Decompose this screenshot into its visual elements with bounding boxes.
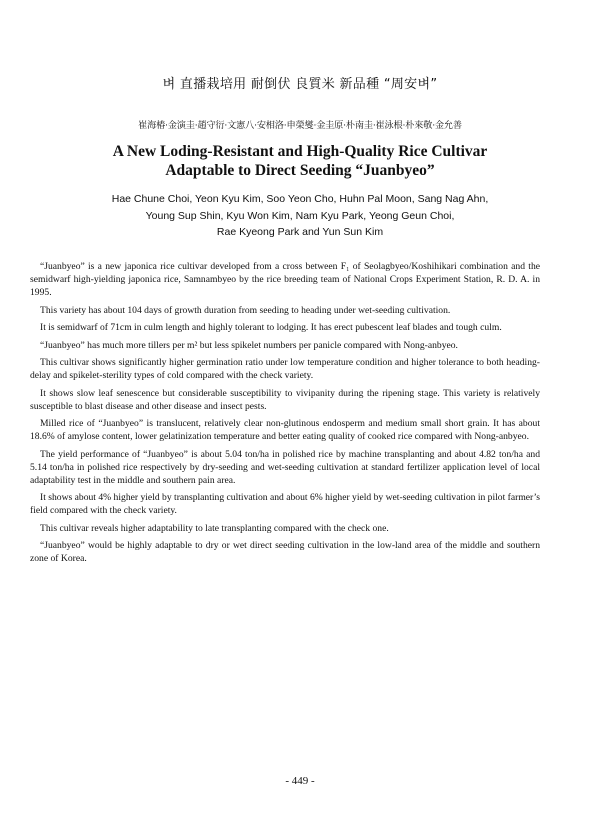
- abstract-paragraph: This cultivar reveals higher adaptability to late transplanting compared with the check one.: [40, 522, 389, 534]
- abstract-paragraph: It shows about 4% higher yield by transplanting cultivation and about 6% higher yield by wet-seeding cultivation in pilot farmer’s field compared with the check variety.: [30, 492, 540, 516]
- author-line-1: Hae Chune Choi, Yeon Kyu Kim, Soo Yeon Cho, Huhn Pal Moon, Sang Nag Ahn,: [111, 193, 489, 205]
- abstract-paragraph: “Juanbyeo” is a new japonica rice cultivar developed from a cross between F₁ of Seolagbyeo/Koshihikari combination and the semidwarf high-yielding japonica rice, Samnambyeo by the rice breeding team of National Crops Experiment Station, R. D. A. in 1995.: [30, 261, 540, 298]
- abstract-paragraph: This cultivar shows significantly higher germination ratio under low temperature condition and higher tolerance to both heading-delay and spikelet-sterility types of cold compared with the check variety.: [30, 357, 540, 381]
- abstract-paragraph: It is semidwarf of 71cm in culm length and highly tolerant to lodging. It has erect pubescent leaf blades and tough culm.: [40, 322, 502, 333]
- english-title: [0, 142, 600, 180]
- abstract-paragraph: It shows slow leaf senescence but considerable susceptibility to vivipanity during the ripening stage. This variety is relatively susceptible to blast disease and other disease and insect pests.: [30, 387, 540, 412]
- korean-title: 벼 直播栽培用 耐倒伏 良質米 新品種 “周安벼”: [162, 77, 438, 92]
- author-line-3: Rae Kyeong Park and Yun Sun Kim: [216, 226, 384, 238]
- abstract: [30, 260, 540, 570]
- english-title-line-2: Adaptable to Direct Seeding “Juanbyeo”: [165, 162, 435, 179]
- abstract-paragraph: Milled rice of “Juanbyeo” is translucent, relatively clear non-glutinous endosperm and medium small short grain. It has about 18.6% of amylose content, lower gelatinization temperature and better eating quality of cooked rice compared with Nong-anbyeo.: [30, 418, 540, 442]
- abstract-paragraph: The yield performance of “Juanbyeo” is about 5.04 ton/ha in polished rice by machine transplanting and about 4.82 ton/ha and 5.14 ton/ha in polished rice respectively by dry-seeding and wet-seeding cultivation at standard fertilizer application level of local adaptability test in the middle and southern pain area.: [30, 448, 540, 486]
- english-title-line-1: A New Loding-Resistant and High-Quality Rice Cultivar: [112, 143, 488, 160]
- page-number: - 449 -: [285, 775, 315, 787]
- english-author-list: [0, 191, 600, 241]
- abstract-paragraph: “Juanbyeo” has much more tillers per m² but less spikelet numbers per panicle compared with Nong-anbyeo.: [40, 339, 458, 351]
- abstract-paragraph: “Juanbyeo” would be highly adaptable to dry or wet direct seeding cultivation in the low-land area of the middle and southern zone of Korea.: [30, 540, 540, 564]
- korean-author-list: 崔海椿·金演圭·趙守衍·文憲八·安相洛·申榮燮·金圭原·朴南圭·崔泳根·朴來敬·金允善: [138, 120, 462, 131]
- abstract-paragraph: This variety has about 104 days of growth duration from seeding to heading under wet-seeding cultivation.: [40, 304, 451, 316]
- author-line-2: Young Sup Shin, Kyu Won Kim, Nam Kyu Park, Yeong Geun Choi,: [145, 209, 455, 222]
